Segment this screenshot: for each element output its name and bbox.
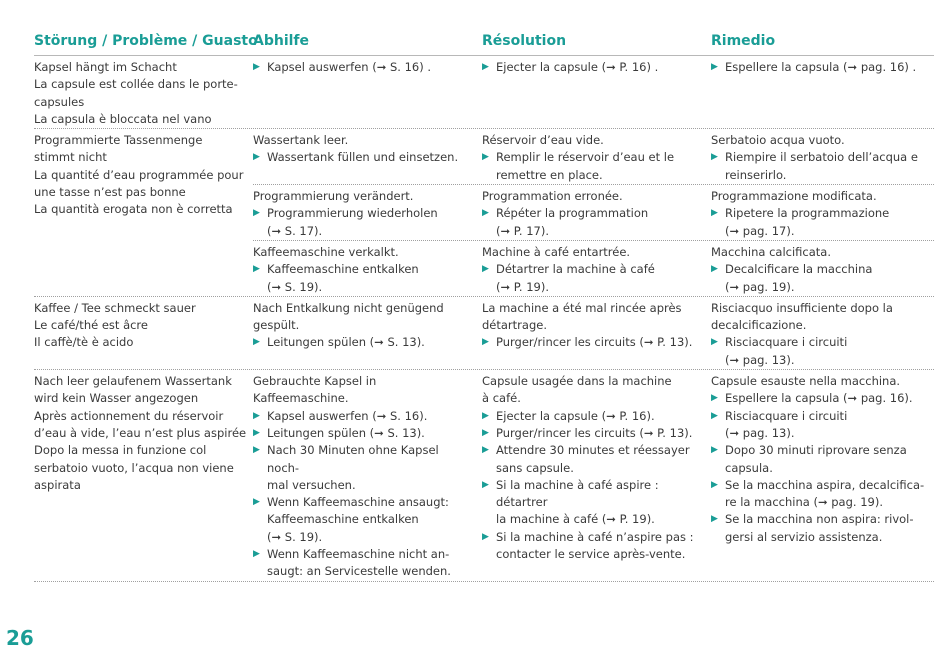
bullet-line: Kapsel auswerfen (➞ S. 16).: [267, 408, 428, 423]
triangle-bullet-icon: ▶: [253, 549, 260, 560]
triangle-bullet-icon: ▶: [482, 264, 489, 275]
triangle-bullet-icon: ▶: [711, 264, 718, 275]
header-remedy-de: Abhilfe: [253, 33, 310, 49]
bullet-item: [253, 261, 474, 296]
bullet-line: capsula.: [725, 460, 773, 475]
bullet-line: Riempire il serbatoio dell’acqua e: [725, 150, 918, 165]
bullet-line: contacter le service après-vente.: [496, 547, 686, 562]
remedy-row: [253, 185, 934, 241]
bullet-text: [496, 425, 703, 442]
cause-line: Capsule usagée dans la machine: [482, 374, 672, 389]
problem-line: Kaffee / Tee schmeckt sauer: [34, 300, 196, 315]
cause-line: Machine à café entartrée.: [482, 244, 631, 259]
cause-line: La machine a été mal rincée après: [482, 300, 682, 315]
problem-line: stimmt nicht: [34, 150, 107, 165]
header-remedy-it: Rimedio: [711, 33, 776, 49]
triangle-bullet-icon: ▶: [711, 445, 718, 456]
triangle-bullet-icon: ▶: [482, 531, 489, 542]
bullet-item: [711, 334, 926, 369]
remedy-group: [253, 297, 934, 369]
triangle-bullet-icon: ▶: [482, 62, 489, 72]
bullet-item: [482, 261, 703, 296]
remedy-cell-it: [711, 132, 934, 184]
bullet-line: la machine à café (➞ P. 19).: [496, 512, 655, 527]
cause-line: Risciacquo insufficiente dopo la: [711, 300, 893, 315]
bullet-text: [725, 511, 926, 546]
bullet-line: remettre en place.: [496, 167, 603, 182]
bullet-item: [711, 477, 926, 512]
table-header: [34, 28, 934, 56]
triangle-bullet-icon: ▶: [253, 337, 260, 348]
bullet-line: Si la machine à café aspire : détartrer: [496, 477, 659, 510]
bullet-item: [711, 408, 926, 443]
bullet-line: (➞ pag. 13).: [725, 425, 795, 440]
bullet-line: Programmierung wiederholen: [267, 206, 438, 221]
bullet-line: Détartrer la machine à café: [496, 262, 655, 277]
bullet-line: mal versuchen.: [267, 477, 356, 492]
bullet-text: [267, 261, 474, 296]
table-row: [34, 370, 934, 582]
triangle-bullet-icon: ▶: [253, 152, 260, 163]
bullet-line: Remplir le réservoir d’eau et le: [496, 150, 675, 165]
bullet-line: Purger/rincer les circuits (➞ P. 13).: [496, 335, 693, 350]
problem-line: d’eau à vide, l’eau n’est plus aspirée: [34, 425, 247, 440]
remedy-cell-it: [711, 59, 934, 76]
bullet-text: [725, 442, 926, 477]
bullet-text: [725, 477, 926, 512]
table-body: [34, 56, 934, 582]
cause-line: Kaffeemaschine verkalkt.: [253, 244, 399, 259]
bullet-item: [482, 205, 703, 240]
problem-line: La capsula è bloccata nel vano: [34, 111, 212, 126]
bullet-text: [496, 529, 703, 564]
triangle-bullet-icon: ▶: [482, 427, 489, 438]
cause-line: Programmation erronée.: [482, 189, 623, 204]
cause-line: Réservoir d’eau vide.: [482, 133, 604, 148]
bullet-text: [496, 442, 703, 477]
bullet-line: (➞ P. 17).: [496, 223, 550, 238]
triangle-bullet-icon: ▶: [711, 208, 718, 219]
cause-line: Wassertank leer.: [253, 133, 349, 148]
triangle-bullet-icon: ▶: [482, 208, 489, 219]
triangle-bullet-icon: ▶: [482, 479, 489, 490]
bullet-text: [496, 334, 703, 351]
problem-line: La quantità erogata non è corretta: [34, 202, 233, 217]
triangle-bullet-icon: ▶: [253, 410, 260, 421]
remedy-cell-it: [711, 300, 934, 369]
problem-cell: [34, 297, 253, 369]
cause-line: Capsule esauste nella macchina.: [711, 374, 901, 389]
bullet-text: [496, 205, 703, 240]
bullet-line: Leitungen spülen (➞ S. 13).: [267, 335, 425, 350]
remedy-cell-it: [711, 188, 934, 240]
header-remedy-fr: Résolution: [482, 33, 567, 49]
table-row: [34, 129, 934, 297]
bullet-item: [253, 408, 474, 425]
bullet-item: [253, 442, 474, 494]
remedy-cell-fr: [482, 300, 711, 369]
bullet-text: [725, 334, 926, 369]
page-number: 26: [6, 626, 34, 650]
bullet-item: [711, 149, 926, 184]
problem-line: serbatoio vuoto, l’acqua non viene: [34, 460, 234, 475]
cause-line: Nach Entkalkung nicht genügend: [253, 300, 444, 315]
table-row: [34, 56, 934, 129]
remedy-cell-de: [253, 132, 482, 184]
bullet-item: [711, 261, 926, 296]
problem-cell: [34, 56, 253, 128]
triangle-bullet-icon: ▶: [711, 514, 718, 525]
remedy-cell-fr: [482, 244, 711, 296]
bullet-line: re la macchina (➞ pag. 19).: [725, 495, 883, 510]
bullet-text: [267, 442, 474, 494]
bullet-text: [496, 261, 703, 296]
bullet-text: [267, 149, 474, 166]
triangle-bullet-icon: ▶: [253, 427, 260, 438]
bullet-line: Se la macchina non aspira: rivol-: [725, 512, 914, 527]
bullet-item: [711, 390, 926, 407]
bullet-item: [711, 205, 926, 240]
triangle-bullet-icon: ▶: [482, 152, 489, 163]
bullet-line: Répéter la programmation: [496, 206, 649, 221]
remedy-cell-de: [253, 59, 482, 76]
remedy-cell-de: [253, 188, 482, 240]
bullet-text: [725, 59, 926, 76]
problem-line: Kapsel hängt im Schacht: [34, 60, 177, 74]
bullet-line: Wenn Kaffeemaschine nicht an-: [267, 547, 450, 562]
remedy-row: [253, 241, 934, 296]
bullet-line: Risciacquare i circuiti: [725, 335, 848, 350]
bullet-item: [711, 59, 926, 76]
bullet-line: Si la machine à café n’aspire pas :: [496, 529, 694, 544]
bullet-item: [482, 334, 703, 351]
triangle-bullet-icon: ▶: [482, 410, 489, 421]
bullet-line: Kaffeemaschine entkalken: [267, 512, 419, 527]
bullet-line: (➞ pag. 19).: [725, 279, 795, 294]
bullet-text: [267, 546, 474, 581]
remedy-cell-de: [253, 300, 482, 369]
remedy-row: [253, 129, 934, 185]
triangle-bullet-icon: ▶: [253, 264, 260, 275]
bullet-line: Ejecter la capsule (➞ P. 16).: [496, 408, 655, 423]
remedy-row: [253, 297, 934, 369]
bullet-line: saugt: an Servicestelle wenden.: [267, 564, 451, 579]
bullet-item: [482, 442, 703, 477]
bullet-text: [267, 425, 474, 442]
table-row: [34, 297, 934, 370]
remedy-group: [253, 56, 934, 128]
bullet-text: [496, 59, 703, 76]
triangle-bullet-icon: ▶: [711, 410, 718, 421]
triangle-bullet-icon: ▶: [711, 479, 718, 490]
remedy-cell-de: [253, 244, 482, 296]
problem-line: Le café/thé est âcre: [34, 318, 148, 333]
problem-line: Après actionnement du réservoir: [34, 408, 224, 423]
bullet-item: [253, 546, 474, 581]
bullet-line: reinserirlo.: [725, 167, 787, 182]
triangle-bullet-icon: ▶: [711, 62, 718, 72]
bullet-text: [725, 205, 926, 240]
cause-line: Macchina calcificata.: [711, 244, 831, 259]
bullet-line: Kaffeemaschine entkalken: [267, 262, 419, 277]
remedy-cell-de: [253, 373, 482, 581]
remedy-cell-fr: [482, 59, 711, 76]
problem-line: wird kein Wasser angezogen: [34, 391, 199, 406]
bullet-line: Se la macchina aspira, decalcifica-: [725, 477, 925, 492]
cause-line: Gebrauchte Kapsel in Kaffeemaschine.: [253, 374, 377, 406]
remedy-cell-fr: [482, 132, 711, 184]
bullet-line: Attendre 30 minutes et réessayer: [496, 443, 690, 458]
bullet-line: Dopo 30 minuti riprovare senza: [725, 443, 907, 458]
problem-line: Programmierte Tassenmenge: [34, 133, 203, 148]
triangle-bullet-icon: ▶: [711, 393, 718, 404]
bullet-item: [253, 425, 474, 442]
problem-cell: [34, 370, 253, 581]
bullet-text: [496, 408, 703, 425]
bullet-item: [482, 59, 703, 76]
remedy-cell-fr: [482, 188, 711, 240]
problem-line: aspirata: [34, 477, 81, 492]
bullet-line: Kapsel auswerfen (➞ S. 16) .: [267, 60, 432, 74]
bullet-text: [267, 494, 474, 546]
bullet-text: [267, 59, 474, 76]
remedy-cell-it: [711, 373, 934, 581]
triangle-bullet-icon: ▶: [253, 208, 260, 219]
bullet-line: Decalcificare la macchina: [725, 262, 873, 277]
bullet-line: Leitungen spülen (➞ S. 13).: [267, 425, 425, 440]
bullet-text: [725, 261, 926, 296]
bullet-line: (➞ pag. 17).: [725, 223, 795, 238]
bullet-item: [253, 205, 474, 240]
triangle-bullet-icon: ▶: [711, 152, 718, 163]
bullet-line: Espellere la capsula (➞ pag. 16) .: [725, 60, 917, 74]
problem-line: Il caffè/tè è acido: [34, 335, 134, 350]
triangle-bullet-icon: ▶: [711, 337, 718, 348]
triangle-bullet-icon: ▶: [482, 445, 489, 456]
remedy-row: [253, 56, 934, 76]
cause-line: Programmierung verändert.: [253, 189, 414, 204]
cause-line: Serbatoio acqua vuoto.: [711, 133, 845, 148]
problem-line: capsules: [34, 94, 85, 109]
bullet-item: [482, 425, 703, 442]
bullet-line: Espellere la capsula (➞ pag. 16).: [725, 391, 913, 406]
bullet-text: [496, 149, 703, 184]
problem-line: Nach leer gelaufenem Wassertank: [34, 374, 232, 389]
bullet-line: (➞ P. 19).: [496, 279, 550, 294]
bullet-line: (➞ pag. 13).: [725, 352, 795, 367]
bullet-item: [253, 494, 474, 546]
bullet-line: Wassertank füllen und einsetzen.: [267, 150, 459, 165]
cause-line: détartrage.: [482, 318, 547, 333]
remedy-group: [253, 370, 934, 581]
bullet-text: [267, 408, 474, 425]
bullet-line: (➞ S. 19).: [267, 529, 323, 544]
bullet-item: [482, 529, 703, 564]
bullet-text: [267, 334, 474, 351]
header-problem: Störung / Problème / Guasto: [34, 33, 258, 49]
cause-line: decalcificazione.: [711, 318, 807, 333]
bullet-item: [482, 477, 703, 529]
bullet-line: Risciacquare i circuiti: [725, 408, 848, 423]
remedy-cell-fr: [482, 373, 711, 581]
bullet-line: Ejecter la capsule (➞ P. 16) .: [496, 60, 659, 74]
bullet-item: [711, 442, 926, 477]
bullet-item: [482, 149, 703, 184]
bullet-item: [482, 408, 703, 425]
bullet-line: sans capsule.: [496, 460, 574, 475]
triangle-bullet-icon: ▶: [482, 337, 489, 348]
problem-line: La quantité d’eau programmée pour: [34, 167, 244, 182]
troubleshooting-table: [34, 28, 934, 582]
bullet-item: [253, 59, 474, 76]
problem-line: La capsule est collée dans le porte-: [34, 77, 238, 92]
bullet-text: [725, 149, 926, 184]
bullet-line: gersi al servizio assistenza.: [725, 529, 883, 544]
triangle-bullet-icon: ▶: [253, 497, 260, 508]
cause-line: à café.: [482, 391, 521, 406]
bullet-line: Ripetere la programmazione: [725, 206, 890, 221]
problem-cell: [34, 129, 253, 296]
bullet-line: Nach 30 Minuten ohne Kapsel noch-: [267, 443, 439, 475]
bullet-line: (➞ S. 19).: [267, 279, 323, 294]
cause-line: Programmazione modificata.: [711, 189, 877, 204]
bullet-text: [496, 477, 703, 529]
bullet-line: (➞ S. 17).: [267, 223, 323, 238]
remedy-cell-it: [711, 244, 934, 296]
triangle-bullet-icon: ▶: [253, 62, 260, 72]
remedy-row: [253, 370, 934, 581]
bullet-item: [253, 334, 474, 351]
bullet-line: Purger/rincer les circuits (➞ P. 13).: [496, 425, 693, 440]
bullet-item: [253, 149, 474, 166]
bullet-text: [267, 205, 474, 240]
bullet-text: [725, 390, 926, 407]
triangle-bullet-icon: ▶: [253, 445, 260, 456]
bullet-line: Wenn Kaffeemaschine ansaugt:: [267, 495, 449, 510]
problem-line: une tasse n’est pas bonne: [34, 185, 186, 200]
bullet-item: [711, 511, 926, 546]
remedy-group: [253, 129, 934, 296]
problem-line: Dopo la messa in funzione col: [34, 443, 207, 458]
bullet-text: [725, 408, 926, 443]
cause-line: gespült.: [253, 318, 300, 333]
